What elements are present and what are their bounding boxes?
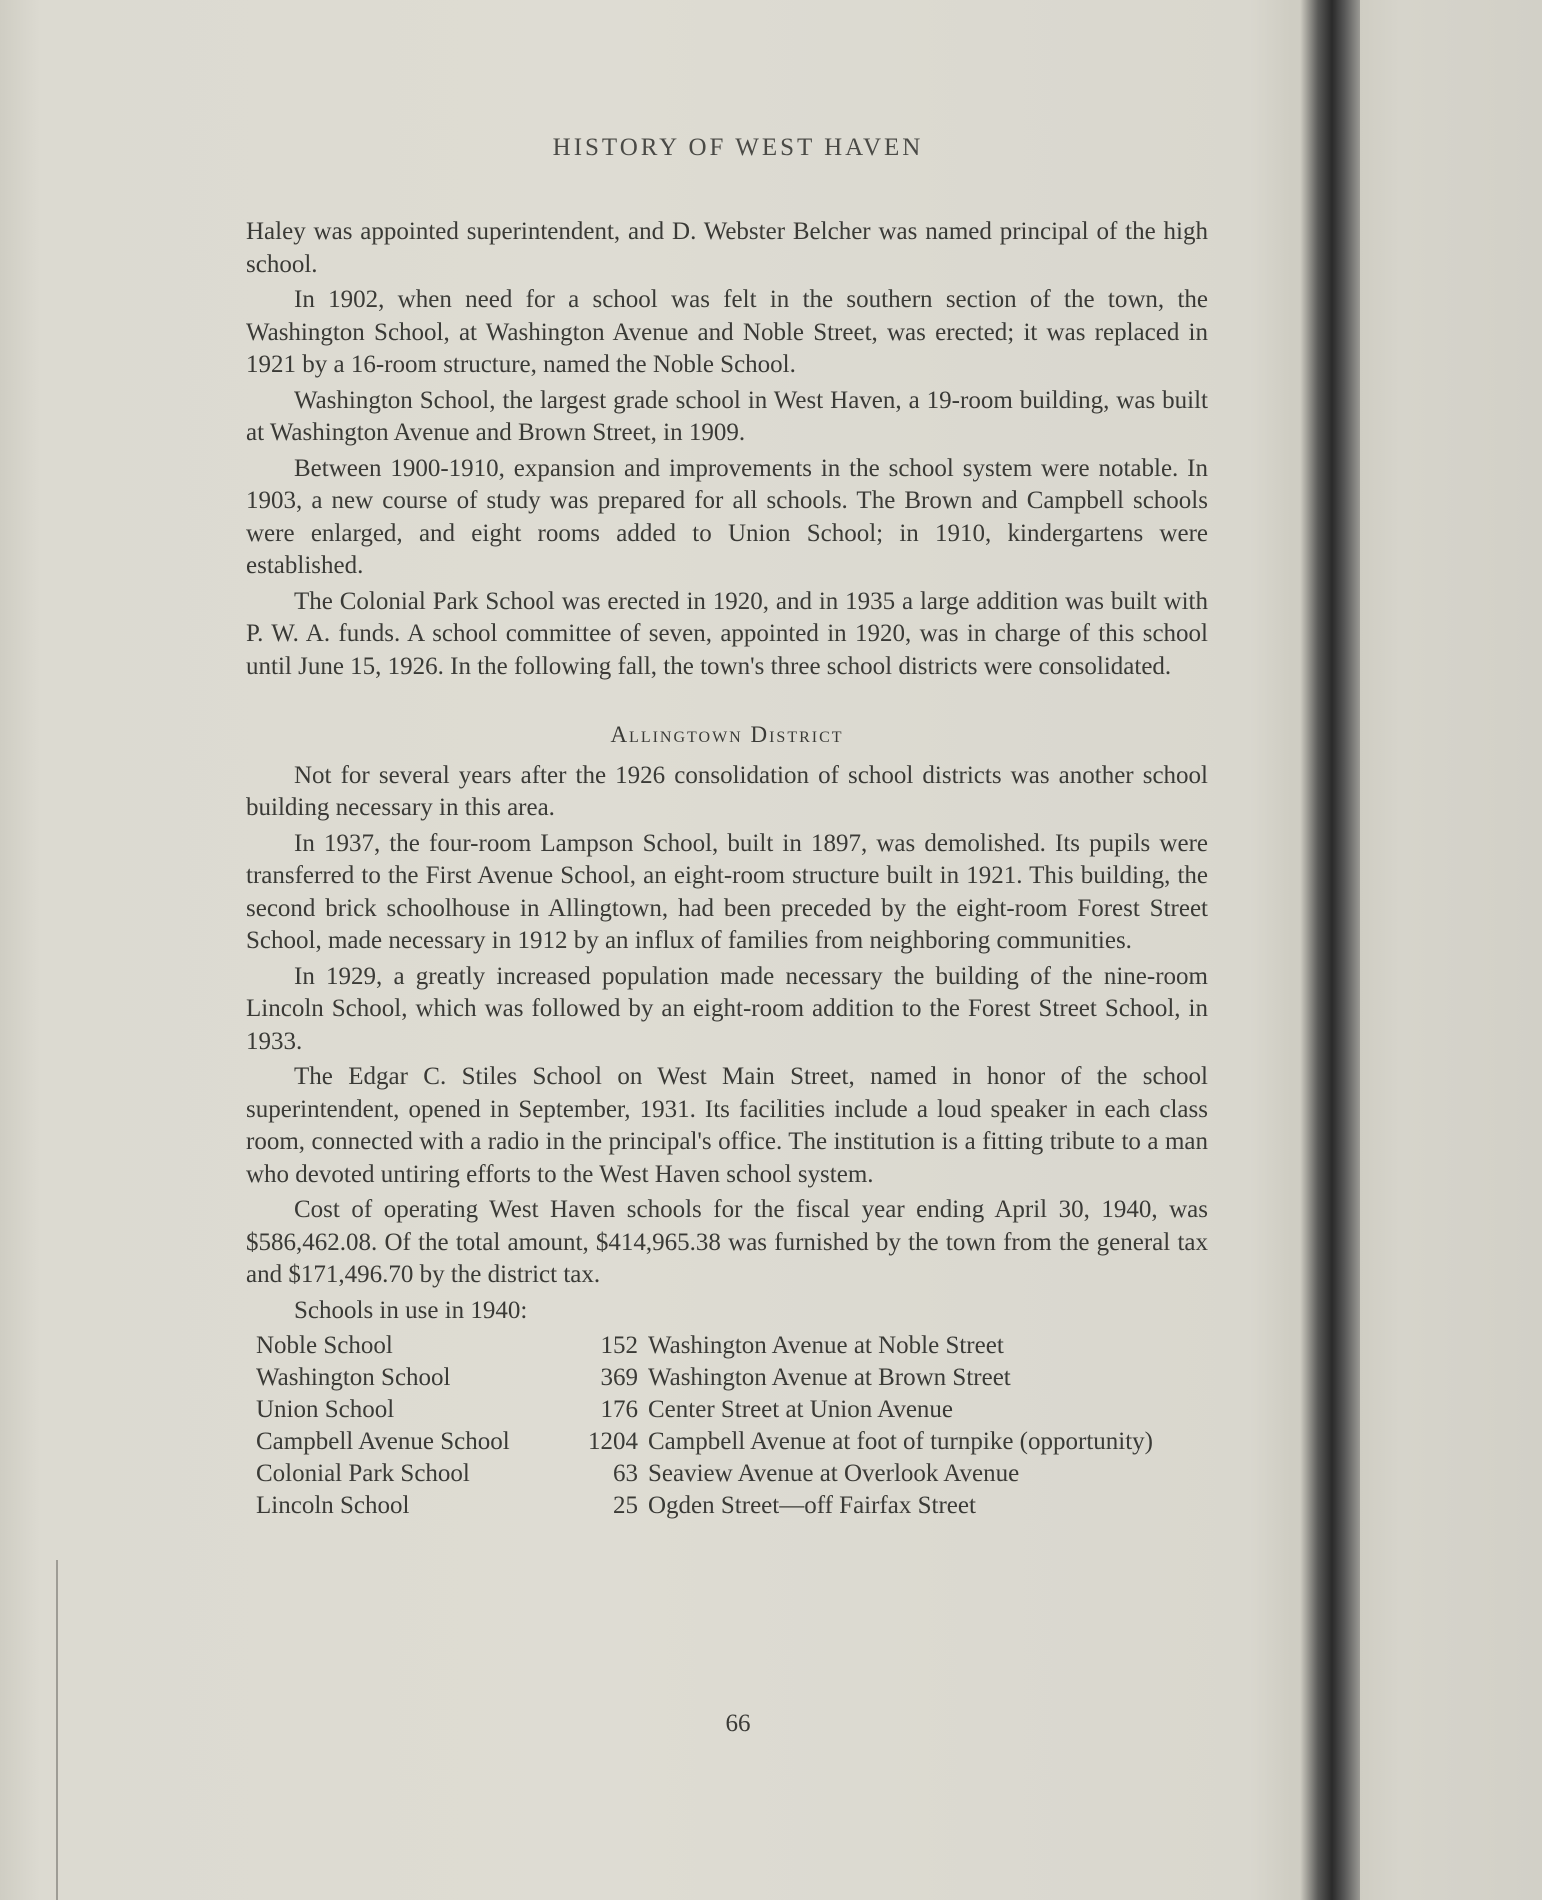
school-number: 369 bbox=[600, 1364, 638, 1391]
table-row bbox=[256, 1394, 1188, 1426]
school-location: Center Street at Union Avenue bbox=[648, 1396, 954, 1423]
school-number: 63 bbox=[613, 1460, 638, 1487]
school-name: Noble School bbox=[256, 1332, 393, 1359]
section-heading: Allingtown District bbox=[610, 722, 844, 747]
paragraph: The Colonial Park School was erected in 1920, and in 1935 a large addition was built with P. W. A. funds. A school committee of seven, appointed in 1920, was in charge of this school until June 15, 1926. In the following fall, the town's three school districts were consolidated. bbox=[246, 587, 1208, 680]
paragraph: Not for several years after the 1926 consolidation of school districts was another school building necessary in this area. bbox=[246, 761, 1208, 821]
running-head: HISTORY OF WEST HAVEN bbox=[552, 134, 924, 161]
school-location: Ogden Street—off Fairfax Street bbox=[648, 1492, 976, 1519]
schools-intro: Schools in use in 1940: bbox=[294, 1296, 528, 1324]
book-spine-shadow bbox=[1300, 0, 1360, 1900]
school-number: 152 bbox=[600, 1332, 638, 1359]
school-location: Campbell Avenue at foot of turnpike (opportunity) bbox=[648, 1428, 1153, 1455]
paragraph: Cost of operating West Haven schools for the fiscal year ending April 30, 1940, was $586,462.08. Of the total amount, $414,965.38 was furnished by the town from the general tax and $171,496.70 by the district tax. bbox=[246, 1196, 1208, 1288]
school-location: Washington Avenue at Brown Street bbox=[648, 1364, 1011, 1391]
school-name: Campbell Avenue School bbox=[256, 1428, 510, 1455]
paragraph: Washington School, the largest grade school in West Haven, a 19-room building, was built at Washington Avenue and Brown Street, in 1909. bbox=[246, 386, 1208, 446]
school-number: 25 bbox=[613, 1492, 638, 1519]
paragraph: In 1902, when need for a school was felt in the southern section of the town, the Washington School, at Washington Avenue and Noble Street, was erected; it was replaced in 1921 by a 16-room structure, named the Noble School. bbox=[246, 286, 1208, 378]
school-number: 176 bbox=[600, 1396, 638, 1423]
body-text bbox=[246, 216, 1208, 1522]
school-name: Colonial Park School bbox=[256, 1460, 470, 1487]
table-row bbox=[256, 1362, 1188, 1394]
school-location: Seaview Avenue at Overlook Avenue bbox=[648, 1460, 1020, 1487]
page-number: 66 bbox=[725, 1710, 751, 1737]
facing-page-edge bbox=[1360, 0, 1542, 1900]
paragraph: In 1929, a greatly increased population made necessary the building of the nine-room Lincoln School, which was followed by an eight-room addition to the Forest Street School, in 1933. bbox=[246, 962, 1208, 1055]
schools-table bbox=[256, 1330, 1188, 1522]
paragraph: Haley was appointed superintendent, and D. Webster Belcher was named principal of the high school. bbox=[246, 218, 1208, 278]
school-name: Lincoln School bbox=[256, 1492, 410, 1519]
paragraph: In 1937, the four-room Lampson School, built in 1897, was demolished. Its pupils were transferred to the First Avenue School, an eight-room structure built in 1921. This building, the second brick schoolhouse in Allingtown, had been preceded by the eight-room Forest Street School, made necessary in 1912 by an influx of families from neighboring communities. bbox=[246, 829, 1208, 954]
paragraph: Between 1900-1910, expansion and improvements in the school system were notable. In 1903, a new course of study was prepared for all schools. The Brown and Campbell schools were enlarged, and eight rooms added to Union School; in 1910, kindergartens were established. bbox=[246, 454, 1208, 579]
table-row bbox=[256, 1330, 1188, 1362]
school-location: Washington Avenue at Noble Street bbox=[648, 1332, 1004, 1359]
table-row bbox=[256, 1490, 1188, 1522]
table-row bbox=[256, 1458, 1188, 1490]
school-number: 1204 bbox=[588, 1428, 638, 1455]
table-row bbox=[256, 1426, 1188, 1458]
paragraph: The Edgar C. Stiles School on West Main Street, named in honor of the school superintendent, opened in September, 1931. Its facilities include a loud speaker in each class room, connected with a radio in the principal's office. The institution is a fitting tribute to a man who devoted untiring efforts to the West Haven school system. bbox=[246, 1063, 1208, 1188]
school-name: Washington School bbox=[256, 1364, 451, 1391]
school-name: Union School bbox=[256, 1396, 395, 1423]
